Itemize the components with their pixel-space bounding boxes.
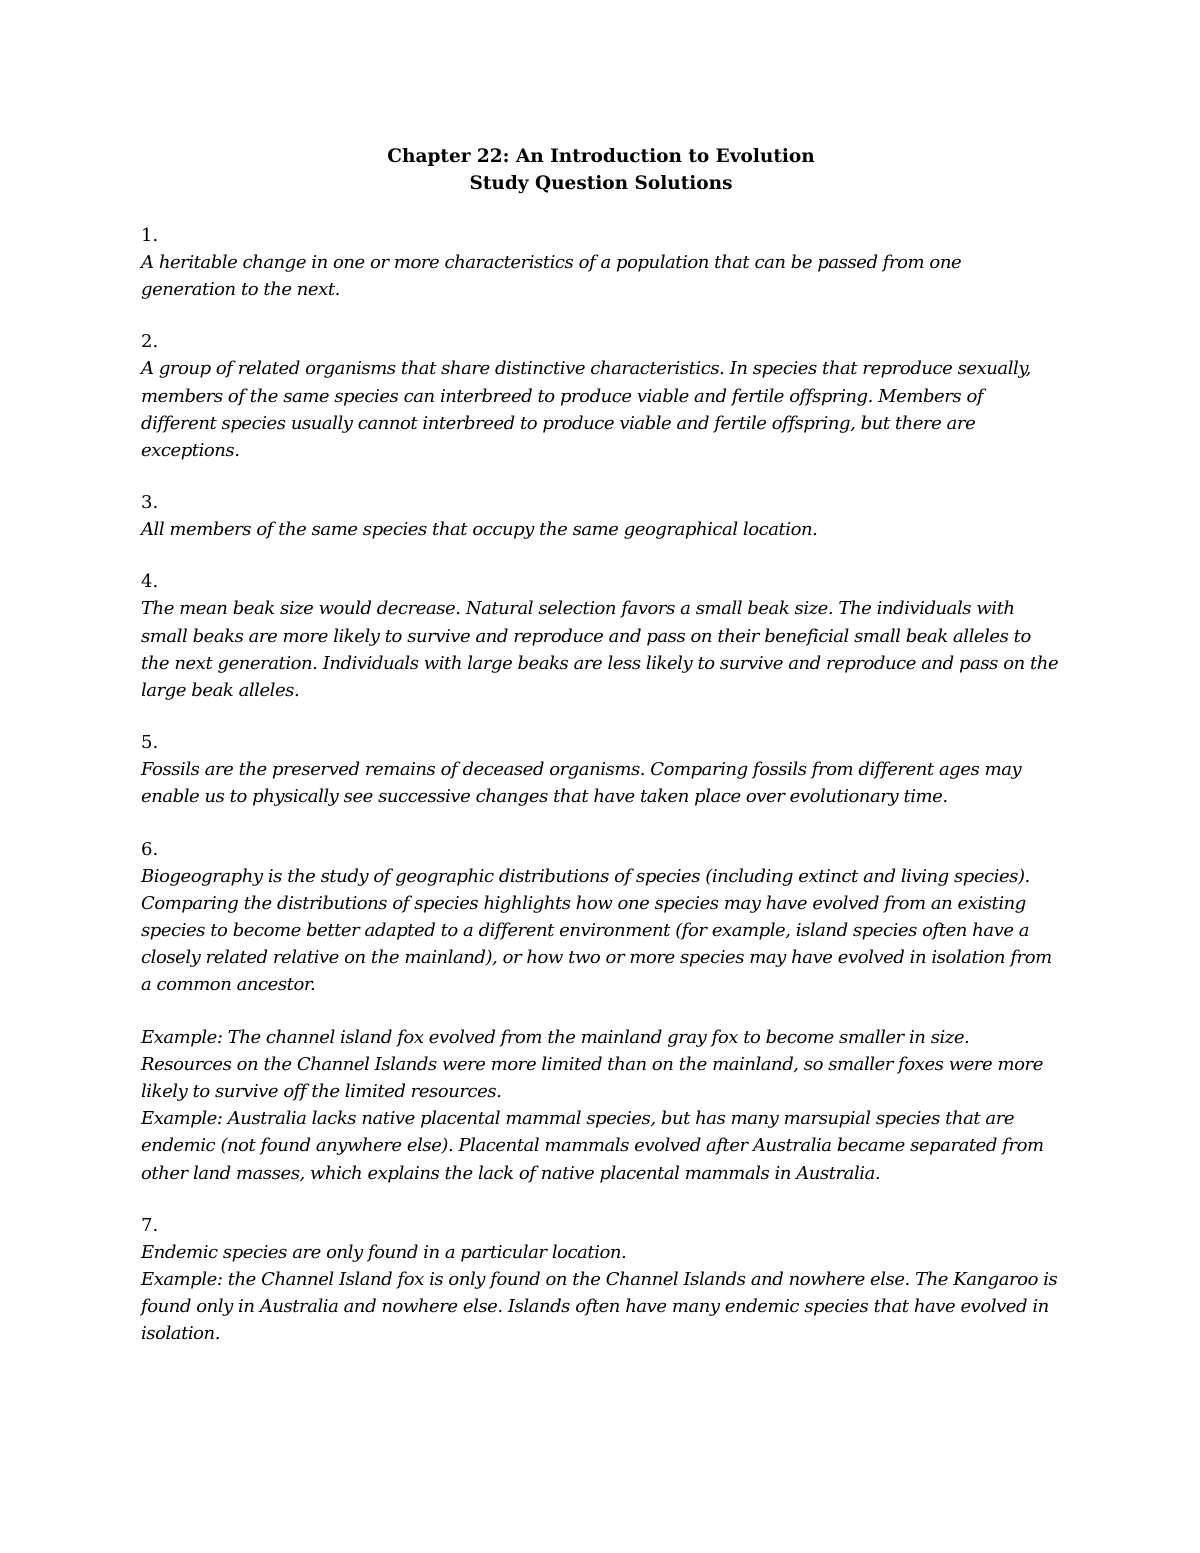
example-text: Example: The channel island fox evolved from the mainland gray fox to become smaller in size. Resources on the Channel Islands were more limited than on the mainland, so smaller foxes were more likely to survive off the limited resources.: [141, 1026, 1043, 1103]
document-page: [141, 143, 1061, 1373]
question-number: 4.: [141, 571, 159, 593]
question-number: 1.: [141, 225, 159, 246]
question-number: 2.: [141, 331, 159, 353]
document-subtitle: Study Question Solutions: [469, 173, 733, 194]
chapter-title: Chapter 22: An Introduction to Evolution: [387, 146, 815, 167]
question-7: [141, 1212, 1061, 1348]
answer-text: All members of the same species that occupy the same geographical location.: [141, 519, 818, 541]
question-5: [141, 729, 1061, 810]
example-text: Example: the Channel Island fox is only found on the Channel Islands and nowhere else. The Kangaroo is found only in Australia and nowhere else. Islands often have many endemic species that have evolved in isolation.: [141, 1269, 1058, 1345]
answer-text: Biogeography is the study of geographic distributions of species (including extinct and living species). Comparing the distributions of species highlights how one species may have evolved from an existing species to become better adapted to a different environment (for example, island species often have a closely related relative on the mainland), or how two or more species may have evolved in isolation from a common ancestor.: [141, 865, 1052, 996]
example-text: Example: Australia lacks native placental mammal species, but has many marsupial species that are endemic (not found anywhere else). Placental mammals evolved after Australia became separated from other land masses, which explains the lack of native placental mammals in Australia.: [141, 1108, 1044, 1184]
answer-text: The mean beak size would decrease. Natural selection favors a small beak size. The individuals with small beaks are more likely to survive and reproduce and pass on their beneficial small beak alleles to the next generation. Individuals with large beaks are less likely to survive and reproduce and pass on the large beak alleles.: [141, 598, 1059, 702]
question-6: [141, 836, 1061, 1187]
question-number: 6.: [141, 838, 159, 860]
question-2: [141, 328, 1061, 464]
answer-text: A group of related organisms that share distinctive characteristics. In species that reproduce sexually, members of the same species can interbreed to produce viable and fertile offspring. Members of different species usually cannot interbreed to produce viable and fertile offspring, but there are exceptions.: [141, 358, 1031, 462]
answer-text: Fossils are the preserved remains of deceased organisms. Comparing fossils from different ages may enable us to physically see successive changes that have taken place over evolutionary time.: [141, 759, 1022, 808]
question-number: 3.: [141, 492, 159, 514]
question-1: [141, 222, 1061, 303]
answer-text: A heritable change in one or more characteristics of a population that can be passed from one generation to the next.: [141, 252, 962, 301]
question-4: [141, 568, 1061, 704]
answer-text: Endemic species are only found in a particular location.: [141, 1241, 627, 1263]
question-number: 7.: [141, 1214, 159, 1236]
question-number: 5.: [141, 732, 159, 754]
document-title: [141, 143, 1061, 197]
question-3: [141, 489, 1061, 543]
